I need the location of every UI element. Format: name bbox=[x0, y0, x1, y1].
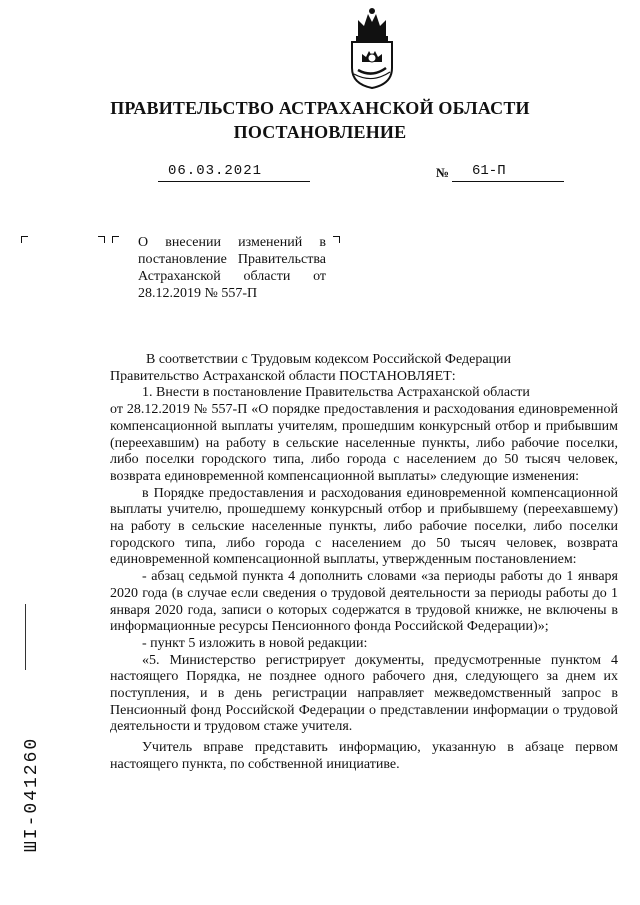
margin-vertical-line bbox=[25, 604, 26, 670]
subject-bracket-close bbox=[333, 236, 340, 243]
amendment-2: - пункт 5 изложить в новой редакции: bbox=[142, 635, 368, 651]
intro-line-1: В соответствии с Трудовым кодексом Российской Федерации bbox=[146, 352, 512, 367]
quote-paragraph-1: «5. Министерство регистрирует документы, предусмотренные пунктом 4 настоящего Порядка, не позднее одного рабочего дня, следующего за днем их поступления, и в день регистрации направляет межведомственный запрос в Пенсионный фонд Российской Федерации о представлении информации о трудовой деятельности и трудовом стаже учителя. bbox=[110, 652, 618, 735]
item-1-first-line: 1. Внести в постановление Правительства Астраханской области bbox=[142, 385, 530, 401]
government-title: ПРАВИТЕЛЬСТВО АСТРАХАНСКОЙ ОБЛАСТИ bbox=[110, 98, 530, 118]
number-label: № bbox=[436, 165, 450, 180]
intro-line-2: Правительство Астраханской области ПОСТАНОВЛЯЕТ: bbox=[110, 368, 456, 384]
item-1-text: от 28.12.2019 № 557-П «О порядке предоставления и расходования единовременной компенсационной выплаты учителям, прошедшим конкурсный отбор и прибывшим (переехавшим) на работу в сельские населенные пункты, либо рабочие поселки, либо поселки городского типа, либо города с населением до 50 тысяч человек, возврата единовременной компенсационной выплаты» следующие изменения: bbox=[110, 402, 618, 484]
amendment-1: - абзац седьмой пункта 4 дополнить словами «за периоды работы до 1 января 2020 года (в случае если сведения о трудовой деятельности за периоды работы до 1 января 2020 года, записи о которых содержатся в трудовой книжке, не включены в информационные ресурсы Пенсионного фонда Российской Федерации)»; bbox=[110, 569, 618, 635]
number-underline bbox=[452, 181, 564, 182]
quote-paragraph-2: Учитель вправе представить информацию, указанную в абзаце первом настоящего пункта, по собственной инициативе. bbox=[110, 740, 618, 772]
left-bracket-mark-end bbox=[98, 236, 105, 243]
document-number: 61-П bbox=[472, 163, 506, 179]
subject-bracket-open bbox=[112, 236, 119, 243]
document-subject: О внесении изменений в постановление Правительства Астраханской области от 28.12.2019 № 557-П bbox=[138, 235, 326, 301]
document-body bbox=[110, 352, 618, 774]
coat-of-arms-emblem bbox=[344, 6, 400, 90]
document-date: 06.03.2021 bbox=[168, 163, 263, 179]
margin-code-text: ШI-041260 bbox=[22, 736, 42, 852]
left-bracket-mark bbox=[21, 236, 28, 243]
date-underline bbox=[158, 181, 310, 182]
order-paragraph: в Порядке предоставления и расходования единовременной компенсационной выплаты учителю, прошедшему конкурсный отбор и прибывшему (переехавшему) на работу в сельские населенные пункты, либо рабочие поселки, либо поселки городского типа, либо города с населением до 50 тысяч человек, возврата единовременной компенсационной выплаты, утвержденным постановлением: bbox=[110, 485, 618, 568]
margin-registration-code bbox=[16, 714, 42, 854]
document-type-title: ПОСТАНОВЛЕНИЕ bbox=[233, 122, 407, 142]
